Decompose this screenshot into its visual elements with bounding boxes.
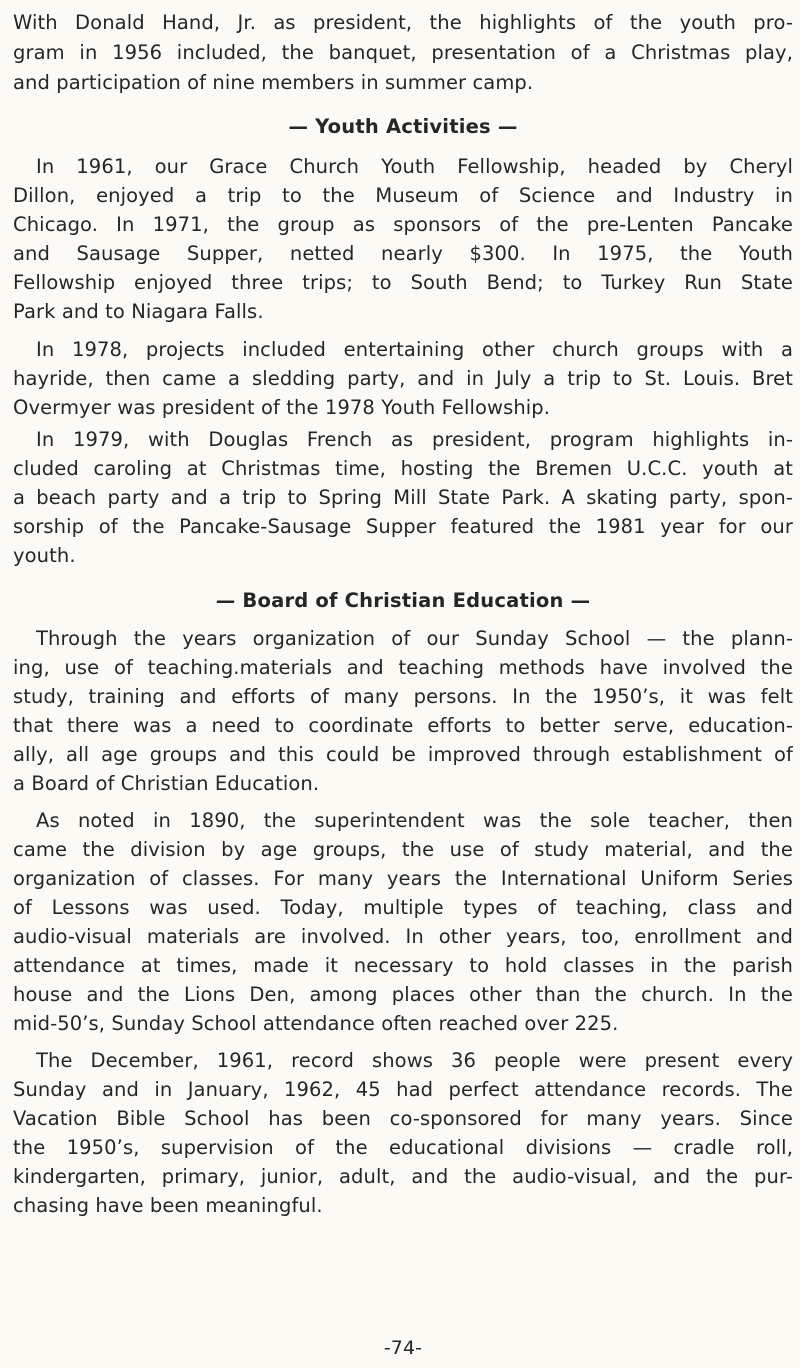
paragraph-line: came the division by age groups, the use of study material, and the [13,838,793,861]
paragraph-line: audio-visual materials are involved. In other years, too, enrollment and [13,925,793,948]
paragraph-line: study, training and efforts of many persons. In the 1950’s, it was felt [13,685,793,708]
paragraph-line: Fellowship enjoyed three trips; to South Bend; to Turkey Run State [13,271,793,294]
paragraph-line: hayride, then came a sledding party, and in July a trip to St. Louis. Bret [13,367,793,390]
paragraph-line: With Donald Hand, Jr. as president, the highlights of the youth pro- [13,11,793,34]
paragraph-line: As noted in 1890, the superintendent was the sole teacher, then [36,809,793,832]
paragraph-line: mid-50’s, Sunday School attendance often reached over 225. [13,1012,619,1035]
section-heading-board-of-christian-education: — Board of Christian Education — [215,589,591,612]
paragraph-line: The December, 1961, record shows 36 people were present every [36,1049,793,1072]
paragraph-line: Sunday and in January, 1962, 45 had perfect attendance records. The [13,1078,793,1101]
paragraph-line: and Sausage Supper, netted nearly $300. In 1975, the Youth [13,242,793,265]
paragraph-line: Through the years organization of our Sunday School — the plann- [36,627,793,650]
paragraph-line: Chicago. In 1971, the group as sponsors of the pre-Lenten Pancake [13,213,793,236]
paragraph-line: chasing have been meaningful. [13,1194,323,1217]
paragraph-line: Overmyer was president of the 1978 Youth Fellowship. [13,396,551,419]
paragraph-line: In 1979, with Douglas French as president, program highlights in- [36,428,793,451]
paragraph-line: In 1978, projects included entertaining other church groups with a [36,338,793,361]
paragraph-line: Vacation Bible School has been co-sponsored for many years. Since [13,1107,793,1130]
paragraph-line: and participation of nine members in summer camp. [13,71,534,94]
paragraph-line: that there was a need to coordinate efforts to better serve, education- [13,714,793,737]
page-number: -74- [383,1337,423,1359]
paragraph-line: house and the Lions Den, among places other than the church. In the [13,983,793,1006]
paragraph-line: organization of classes. For many years the International Uniform Series [13,867,793,890]
paragraph-line: attendance at times, made it necessary to hold classes in the parish [13,954,793,977]
paragraph-line: ally, all age groups and this could be improved through establishment of [13,743,793,766]
paragraph-line: gram in 1956 included, the banquet, presentation of a Christmas play, [13,41,793,64]
paragraph-line: youth. [13,544,76,567]
paragraph-line: a Board of Christian Education. [13,772,320,795]
paragraph-line: ing, use of teaching.materials and teaching methods have involved the [13,656,793,679]
paragraph-line: a beach party and a trip to Spring Mill State Park. A skating party, spon- [13,486,793,509]
paragraph-line: Dillon, enjoyed a trip to the Museum of Science and Industry in [13,184,793,207]
paragraph-line: In 1961, our Grace Church Youth Fellowship, headed by Cheryl [36,155,793,178]
paragraph-line: cluded caroling at Christmas time, hosting the Bremen U.C.C. youth at [13,457,793,480]
paragraph-line: kindergarten, primary, junior, adult, and the audio-visual, and the pur- [13,1165,793,1188]
paragraph-line: Park and to Niagara Falls. [13,300,264,323]
document-page [13,0,793,1368]
paragraph-line: sorship of the Pancake-Sausage Supper featured the 1981 year for our [13,515,793,538]
paragraph-line: the 1950’s, supervision of the educational divisions — cradle roll, [13,1136,793,1159]
paragraph-line: of Lessons was used. Today, multiple types of teaching, class and [13,896,793,919]
section-heading-youth-activities: — Youth Activities — [288,115,518,138]
